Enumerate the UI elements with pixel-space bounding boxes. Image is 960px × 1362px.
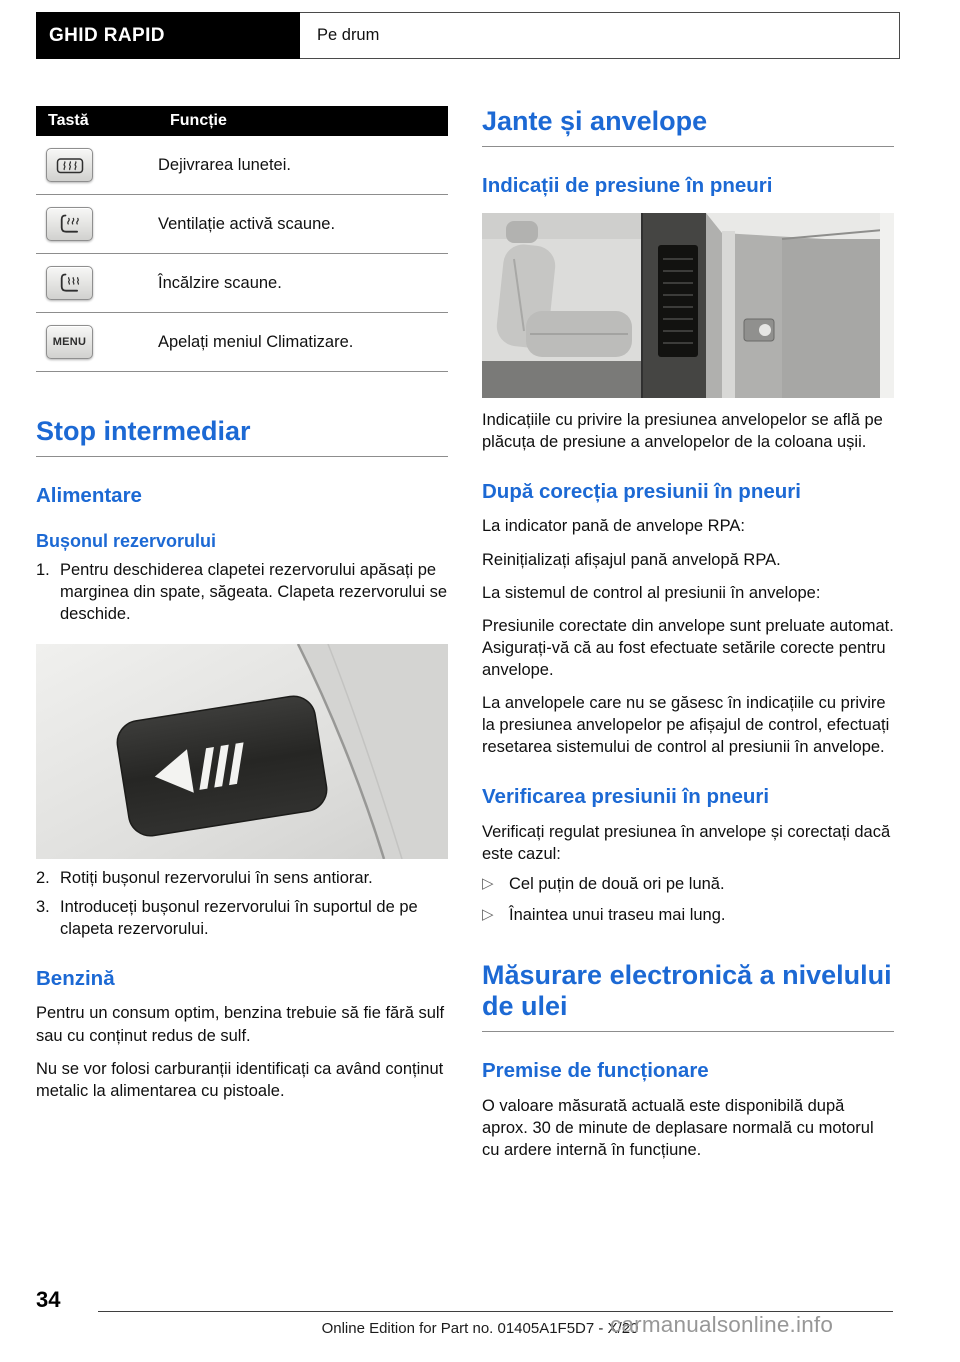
paragraph: O valoare măsurată actuală este disponibilă după aprox. 30 de minute de deplasare normală cu motorul cu ardere internă în funcțiune. [482, 1096, 874, 1160]
paragraph: La indicator pană de anvelope RPA: [482, 517, 745, 536]
section-title-box [300, 12, 900, 59]
heading-alimentare: Alimentare [36, 484, 142, 508]
page-number: 34 [36, 1287, 61, 1312]
step-number: 2. [36, 868, 50, 887]
paragraph: Pentru un consum optim, benzina trebuie să fie fără sulf sau cu conținut redus de sulf. [36, 1004, 445, 1045]
table-row [36, 254, 448, 313]
menu-key-label: MENU [52, 336, 87, 348]
figure-caption: Indicațiile cu privire la presiunea anvelopelor se află pe plăcuța de presiune a anvelopelor de la coloana ușii. [482, 410, 883, 451]
seat-heating-icon [46, 266, 93, 300]
edition-note: Online Edition for Part no. 01405A1F5D7 - X/20 [321, 1320, 639, 1337]
step-text: Pentru deschiderea clapetei rezervorului apăsați pe marginea din spate, săgeata. Clapeta rezervorului se deschide. [60, 561, 448, 624]
function-text: Dejivrarea lunetei. [158, 136, 448, 195]
fuel-filler-flap-photo [36, 644, 448, 859]
step-number: 3. [36, 897, 50, 916]
triangle-bullet-icon: ▷ [482, 875, 494, 893]
table-row [36, 136, 448, 195]
column-header-function: Funcție [158, 106, 448, 136]
heading-benzina: Benzină [36, 966, 115, 990]
paragraph: Verificați regulat presiunea în anvelope și corectați dacă este cazul: [482, 823, 891, 864]
table-header-row [36, 106, 448, 136]
menu-key-icon [46, 325, 93, 359]
rear-window-defrost-icon [46, 148, 93, 182]
numbered-step [36, 867, 448, 889]
heading-busonul-rezervorului: Bușonul rezervorului [36, 530, 217, 551]
column-header-key: Tastă [36, 106, 158, 136]
right-column [482, 106, 894, 1161]
section-title: Pe drum [317, 26, 380, 44]
page-header [36, 12, 900, 59]
table-row [36, 195, 448, 254]
paragraph: La sistemul de control al presiunii în anvelope: [482, 583, 821, 602]
chapter-badge: GHID RAPID [36, 12, 300, 59]
heading-stop-intermediar: Stop intermediar [36, 416, 448, 457]
paragraph: La anvelopele care nu se găsesc în indicațiile cu privire la presiunea anvelopelor pe afișajul de control, efectuați resetarea sistemului de control al presiunii în anvelope. [482, 694, 890, 757]
step-text: Introduceți bușonul rezervorului în suportul de pe clapeta rezervorului. [60, 897, 418, 938]
numbered-step [36, 896, 448, 940]
bullet-item [482, 904, 894, 927]
heading-jante-si-anvelope: Jante și anvelope [482, 106, 894, 147]
bullet-text: Cel puțin de două ori pe lună. [509, 875, 725, 894]
heading-dupa-corectia: După corecția presiunii în pneuri [482, 479, 801, 503]
step-text: Rotiți bușonul rezervorului în sens antiorar. [60, 868, 373, 887]
table-row [36, 313, 448, 372]
function-text: Apelați meniul Climatizare. [158, 313, 448, 372]
watermark-text: carmanualsonline.info [610, 1312, 834, 1337]
bullet-text: Înaintea unui traseu mai lung. [509, 905, 726, 924]
key-function-table [36, 106, 448, 372]
tire-pressure-label-photo [482, 213, 894, 398]
left-column [36, 106, 448, 1102]
triangle-bullet-icon: ▷ [482, 905, 494, 923]
heading-indicatii-presiune: Indicații de presiune în pneuri [482, 174, 773, 198]
heading-masurare-electronica-ulei: Măsurare electronică a nivelului de ulei [482, 960, 894, 1032]
bullet-item [482, 873, 894, 896]
seat-ventilation-icon [46, 207, 93, 241]
function-text: Încălzire scaune. [158, 254, 448, 313]
paragraph: Presiunile corectate din anvelope sunt preluate automat. Asigurați-vă că au fost efectuate setările corecte pentru anvelope. [482, 616, 894, 679]
paragraph: Nu se vor folosi carburanții identificați ca având conținut metalic la alimentarea cu pistoale. [36, 1059, 444, 1100]
heading-premise-functionare: Premise de funcționare [482, 1059, 709, 1083]
step-number: 1. [36, 561, 50, 580]
function-text: Ventilație activă scaune. [158, 195, 448, 254]
heading-verificarea-presiunii: Verificarea presiunii în pneuri [482, 785, 770, 809]
paragraph: Reinițializați afișajul pană anvelopă RPA. [482, 550, 781, 569]
numbered-step [36, 559, 448, 625]
